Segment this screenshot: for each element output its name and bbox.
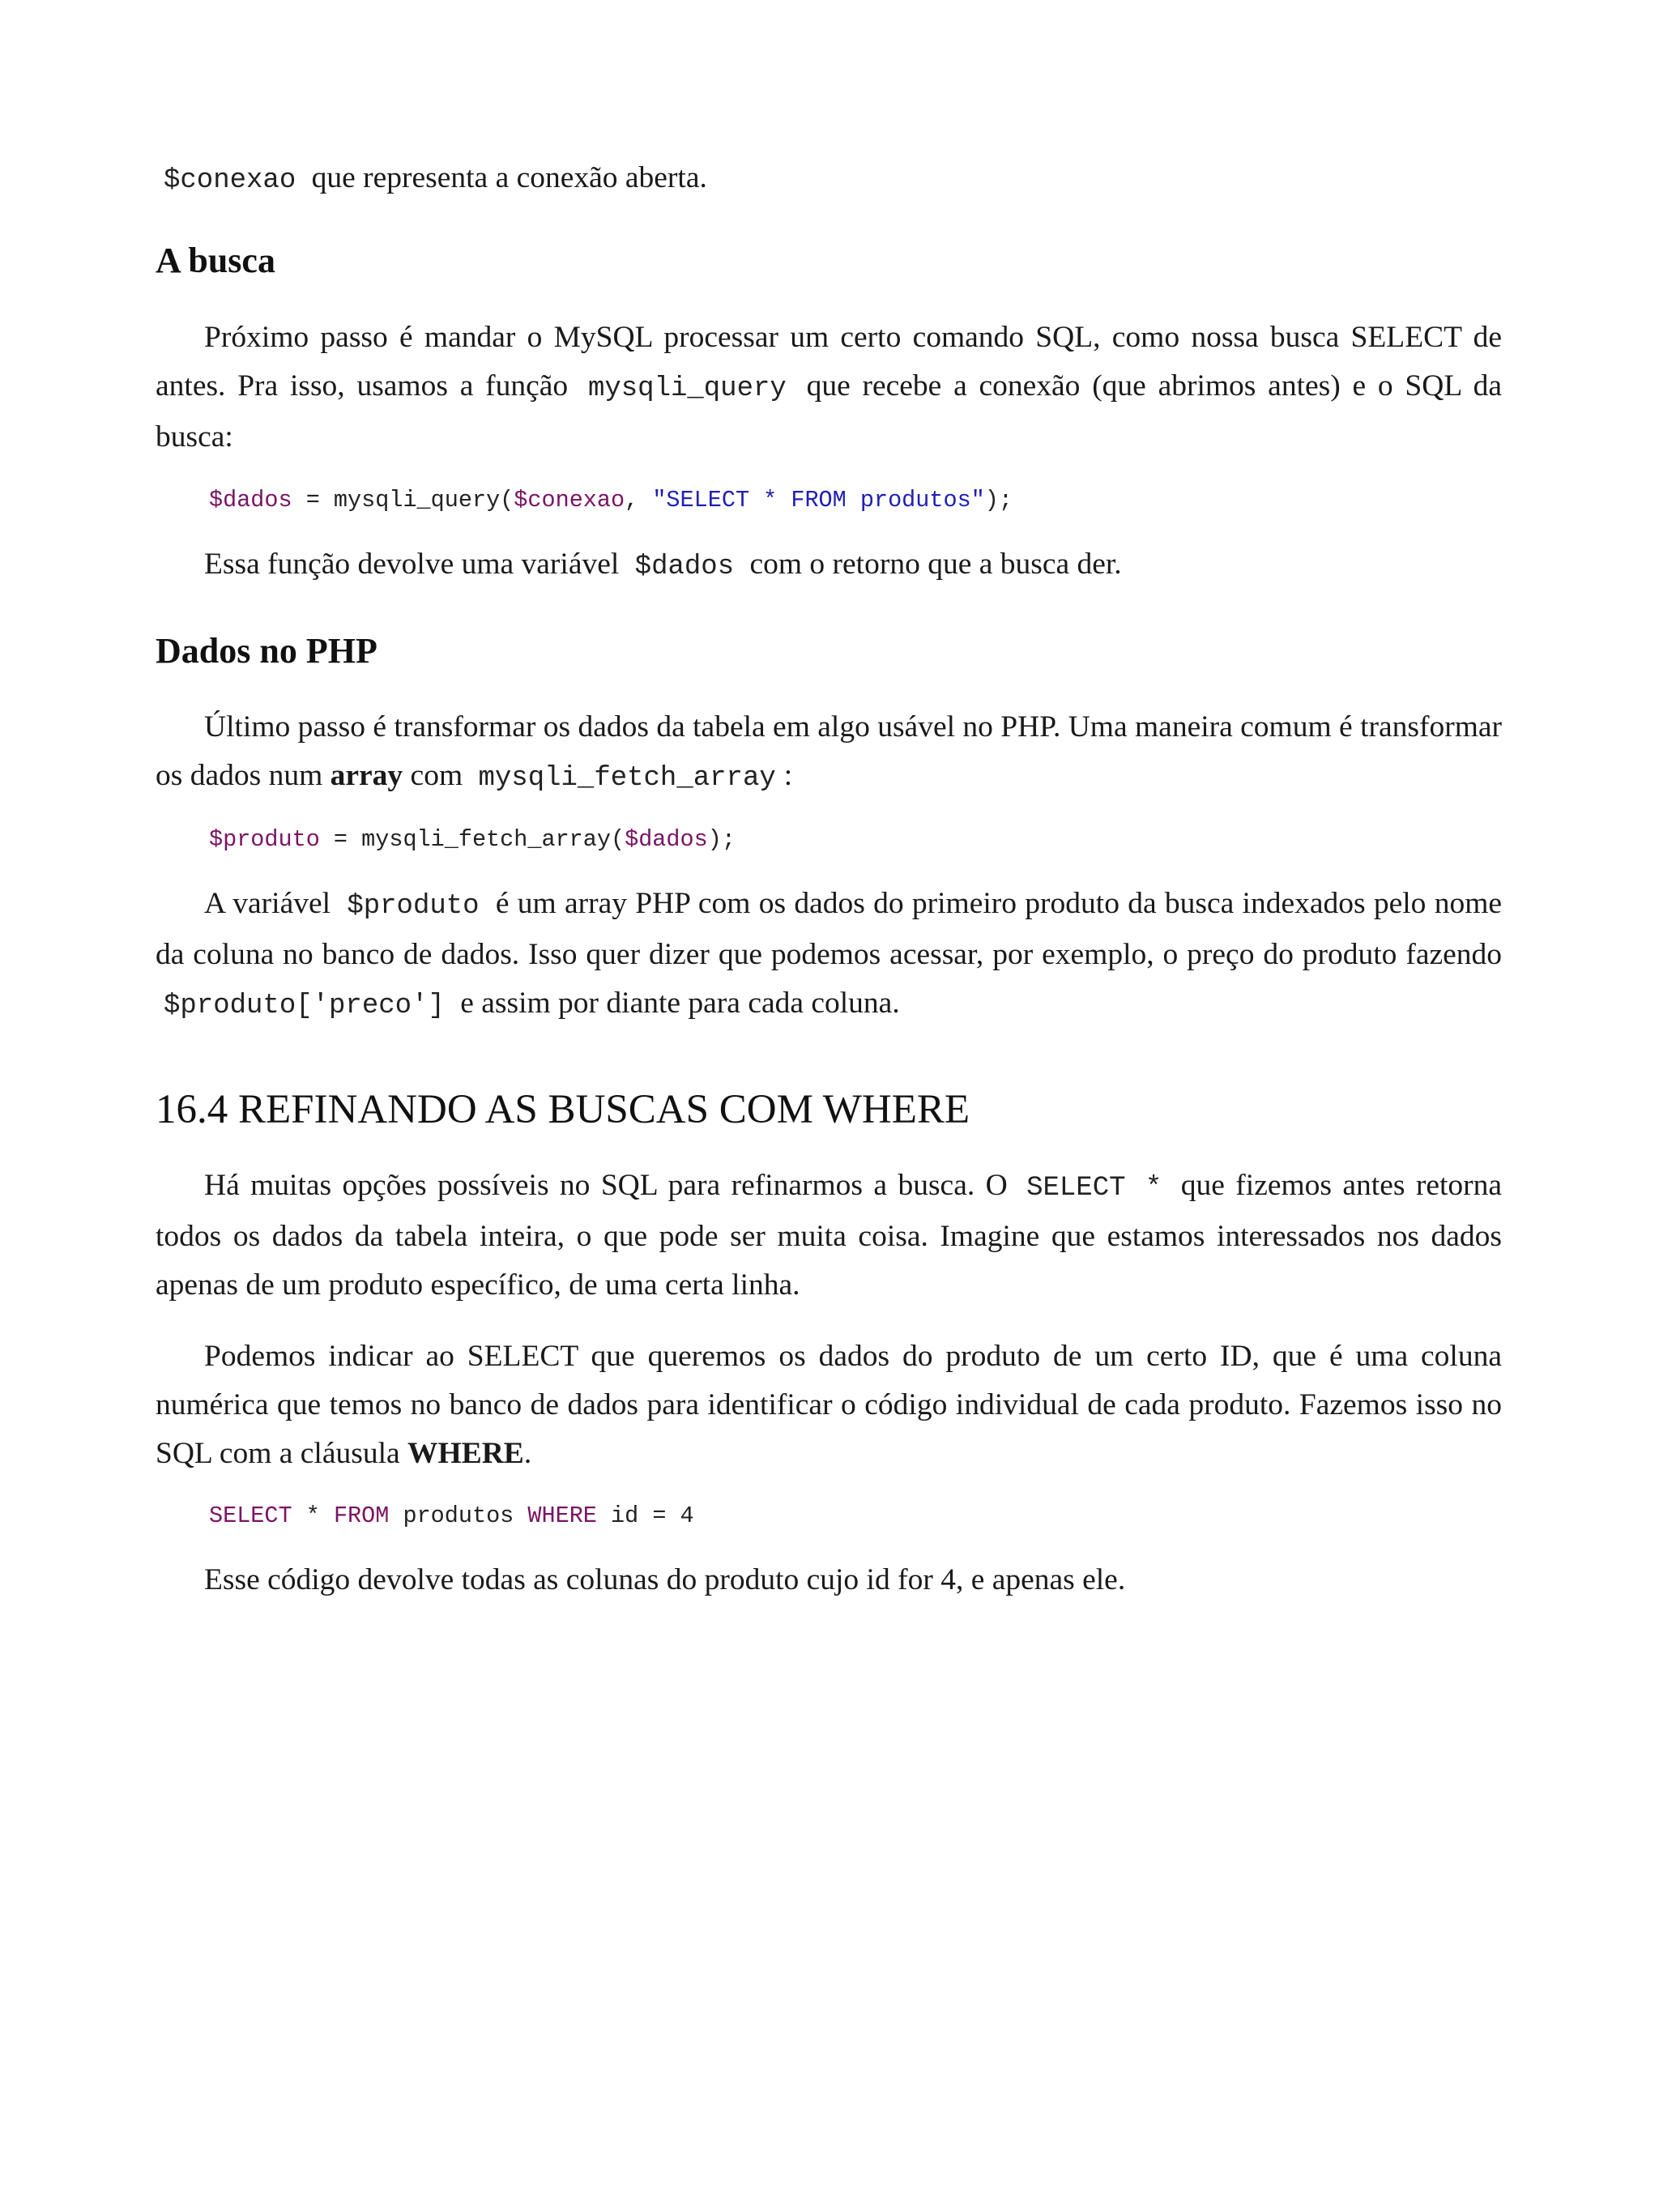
paragraph-essa-funcao: [156, 540, 1502, 591]
paragraph-text: e assim por diante para cada coluna.: [460, 987, 900, 1020]
bold-term-array: array: [330, 759, 403, 792]
heading-dados-no-php: Dados no PHP: [156, 631, 377, 671]
code-block-fetch: [209, 824, 1502, 856]
code-variable: $dados: [209, 487, 292, 514]
code-text: = mysqli_query(: [292, 487, 514, 514]
paragraph-text: Há muitas opções possíveis no SQL para refinarmos a busca. O: [204, 1169, 1008, 1202]
code-text: produtos: [389, 1502, 528, 1529]
inline-code-conexao: $conexao: [164, 165, 296, 196]
code-variable: $produto: [209, 826, 320, 853]
code-text: = mysqli_fetch_array(: [319, 826, 625, 853]
paragraph-text: com o retorno que a busca der.: [749, 548, 1122, 581]
code-keyword: SELECT: [209, 1502, 292, 1529]
paragraph-variavel-produto: [156, 880, 1502, 1030]
code-string: "SELECT * FROM produtos": [652, 487, 985, 514]
paragraph-text: A variável: [204, 887, 331, 920]
paragraph-proximo-passo: [156, 313, 1502, 462]
paragraph-ultimo-passo: [156, 703, 1502, 803]
paragraph-text: Próximo passo é mandar o MySQL processar um certo comando SQL, como nossa busca SELECT de antes. Pra isso, usamos a função: [156, 321, 1502, 403]
code-variable: $conexao: [514, 487, 625, 514]
paragraph-ha-muitas: [156, 1161, 1502, 1310]
paragraph-text: :: [783, 759, 793, 792]
paragraph-text: que fizemos antes retorna todos os dados da tabela inteira, o que pode ser muita coisa. Imagine que estamos interessados nos dados apenas de um produto específico, de uma certa linha.: [156, 1169, 1503, 1302]
paragraph-text: é um array PHP com os dados do primeiro produto da busca indexados pelo nome da coluna no banco de dados. Isso quer dizer que podemos acessar, por exemplo, o preço do produto fazendo: [156, 887, 1503, 971]
code-keyword: FROM: [333, 1502, 390, 1529]
inline-code-mysqli-query: mysqli_query: [587, 373, 787, 404]
paragraph-text: Último passo é transformar os dados da tabela em algo usável no PHP. Uma maneira comum é transformar os dados num: [156, 710, 1502, 792]
paragraph-text: .: [523, 1437, 532, 1470]
paragraph-text: Podemos indicar ao SELECT que queremos os dados do produto de um certo ID, que é uma coluna numérica que temos no banco de dados para identificar o código individual de cada produto. Fazemos isso no SQL com a cláusula: [156, 1340, 1502, 1470]
inline-code-dados: $dados: [634, 552, 735, 582]
paragraph-text: com: [410, 759, 463, 792]
inline-code-select-star: SELECT *: [1026, 1173, 1162, 1204]
code-block-query: [209, 484, 1502, 517]
heading-a-busca: A busca: [156, 241, 275, 280]
paragraph-text: que representa a conexão aberta.: [311, 161, 707, 194]
bold-term-where: WHERE: [407, 1437, 524, 1470]
code-text: );: [984, 487, 1013, 514]
inline-code-mysqli-fetch-array: mysqli_fetch_array: [478, 763, 776, 794]
inline-code-produto: $produto: [347, 891, 480, 922]
code-block-where: [209, 1500, 1502, 1532]
paragraph-text: que recebe a conexão (que abrimos antes) e o SQL da busca:: [156, 369, 1503, 454]
code-text: id = 4: [596, 1502, 694, 1529]
code-text: ,: [625, 487, 653, 514]
code-text: *: [292, 1502, 334, 1529]
paragraph-podemos-indicar: [156, 1332, 1502, 1478]
inline-code-produto-preco: $produto['preco']: [164, 991, 445, 1021]
paragraph-text: Essa função devolve uma variável: [204, 548, 620, 581]
code-keyword: WHERE: [527, 1502, 597, 1529]
paragraph-esse-codigo: Esse código devolve todas as colunas do produto cujo id for 4, e apenas ele.: [204, 1563, 1126, 1596]
code-variable: $dados: [625, 826, 708, 853]
paragraph-conexao: [156, 154, 1502, 205]
code-text: );: [707, 826, 736, 853]
section-title: 16.4 REFINANDO AS BUSCAS COM WHERE: [156, 1087, 970, 1132]
